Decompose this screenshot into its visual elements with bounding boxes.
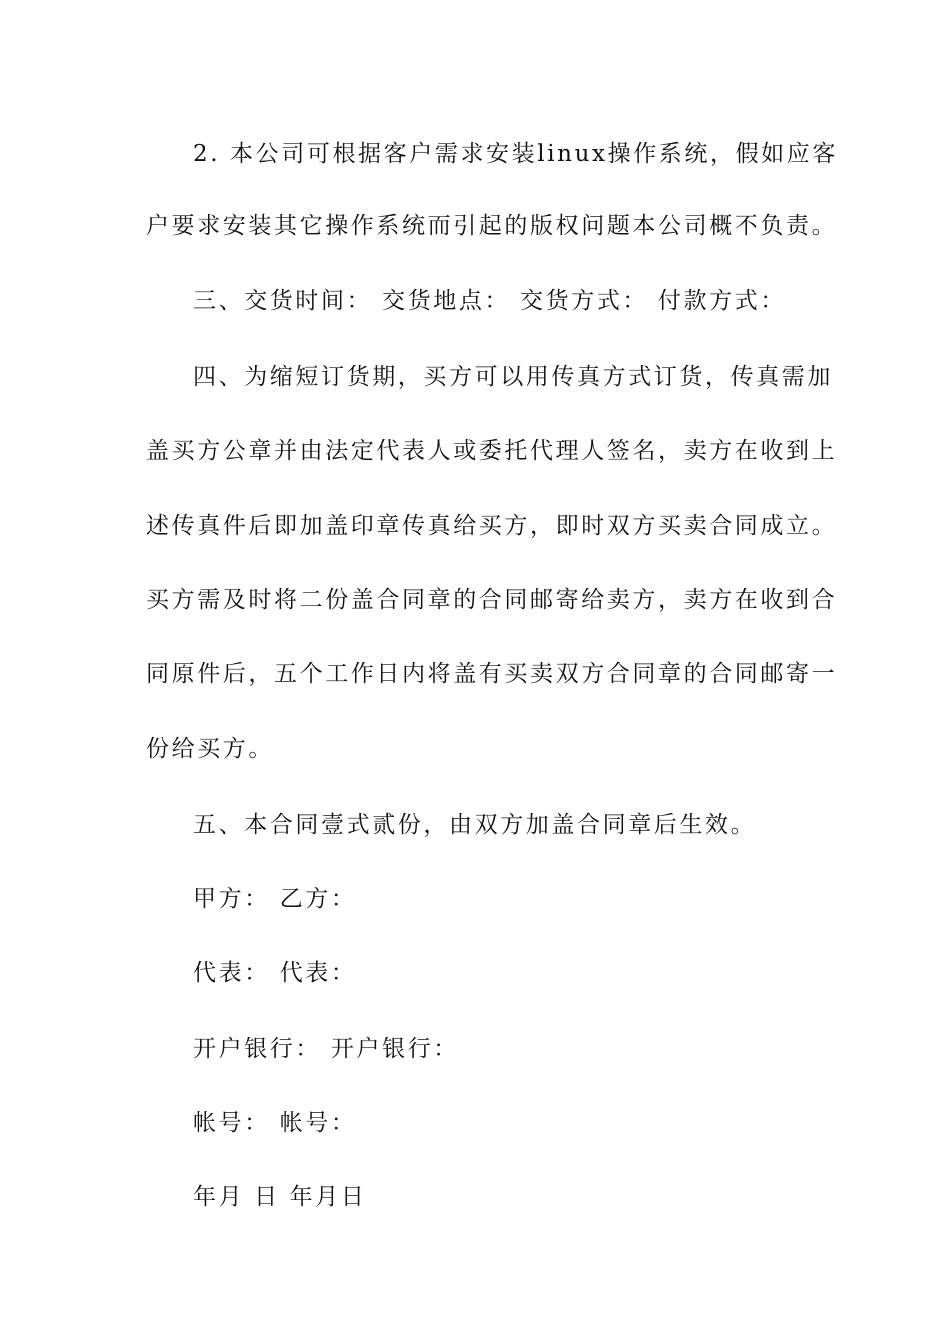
section-4-line-5: 同原件后，五个工作日内将盖有买卖双方合同章的合同邮寄一 bbox=[146, 661, 838, 687]
section-4-line-4: 买方需及时将二份盖合同章的合同邮寄给卖方，卖方在收到合 bbox=[146, 587, 838, 613]
date-line: 年月 日 年月日 bbox=[193, 1184, 367, 1210]
section-3-delivery: 三、交货时间： 交货地点： 交货方式： 付款方式： bbox=[193, 288, 786, 314]
section-4-line-2: 盖买方公章并由法定代表人或委托代理人签名，卖方在收到上 bbox=[146, 438, 838, 464]
party-names-line: 甲方： 乙方： bbox=[193, 886, 357, 912]
section-4-line-3: 述传真件后即加盖印章传真给买方，即时双方买卖合同成立。 bbox=[146, 513, 838, 539]
representative-line: 代表： 代表： bbox=[193, 960, 357, 986]
section-4-line-1: 四、为缩短订货期，买方可以用传真方式订货，传真需加 bbox=[193, 364, 833, 390]
section-4-line-6: 份给买方。 bbox=[146, 736, 274, 762]
account-number-line: 帐号： 帐号： bbox=[193, 1110, 357, 1136]
paragraph-2-line-2: 户要求安装其它操作系统而引起的版权问题本公司概不负责。 bbox=[146, 213, 838, 239]
paragraph-2-line-1: 2. 本公司可根据客户需求安装linux操作系统，假如应客 bbox=[193, 141, 838, 167]
bank-line: 开户银行： 开户银行： bbox=[193, 1036, 459, 1062]
section-5-validity: 五、本合同壹式贰份，由双方加盖合同章后生效。 bbox=[193, 812, 757, 838]
